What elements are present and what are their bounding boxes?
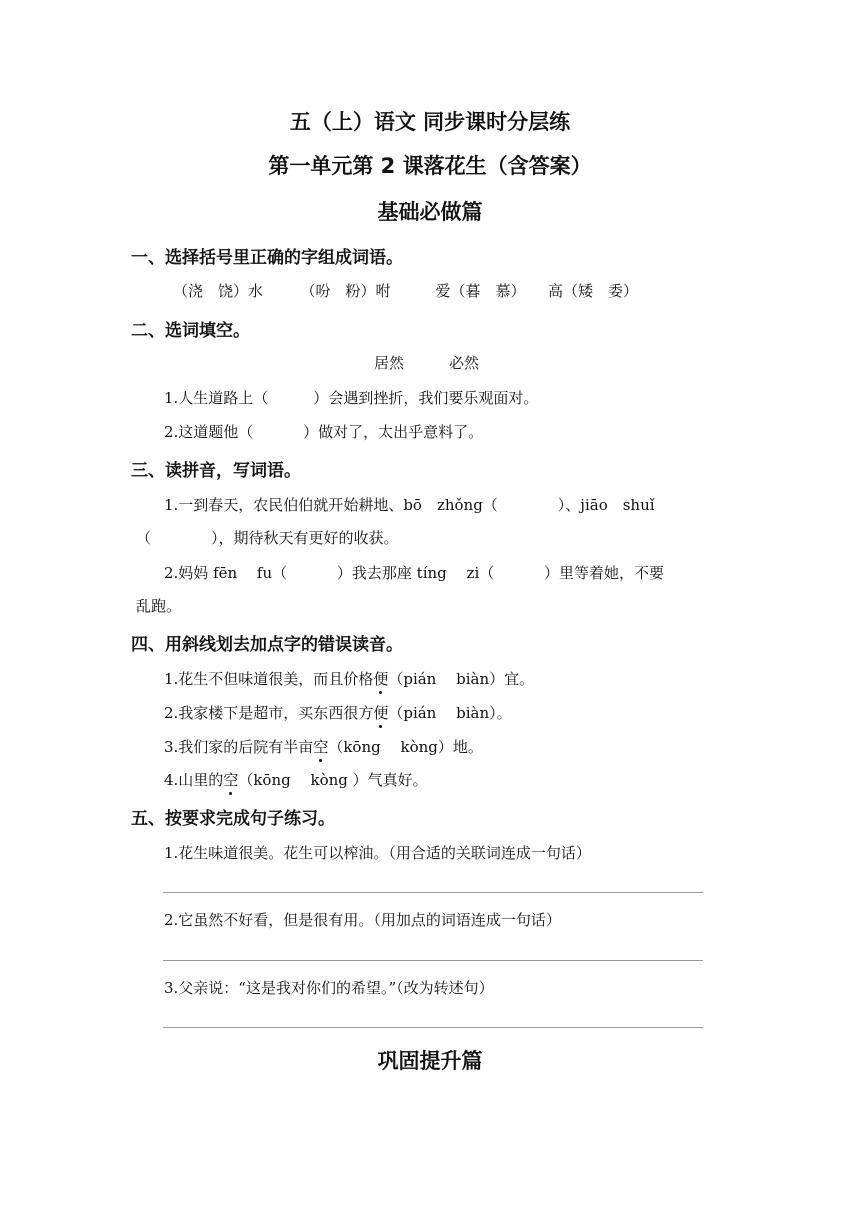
- section-3-heading: 三、读拼音，写词语。: [131, 461, 301, 481]
- section-3-question-2-line-2: 乱跑。: [136, 597, 182, 615]
- q2-text-before: 2.我家楼下是超市，买东西很方: [164, 704, 374, 722]
- part-heading-advanced: 巩固提升篇: [377, 1049, 483, 1073]
- section-4-heading: 四、用斜线划去加点字的错误读音。: [131, 635, 403, 655]
- q3-text-after: （kōng kòng）地。: [328, 738, 483, 756]
- part-heading-basic: 基础必做篇: [377, 200, 483, 224]
- dotted-character: 便: [373, 704, 389, 722]
- section-4-question-4: [164, 769, 428, 790]
- section-3-question-1-line-2: （ ），期待秋天有更好的收获。: [136, 529, 399, 547]
- dotted-character: 空: [223, 771, 239, 789]
- page-subtitle: 第一单元第 2 课落花生（含答案）: [268, 154, 592, 178]
- answer-line-2: [163, 960, 703, 961]
- q4-text-before: 4.山里的: [164, 771, 224, 789]
- section-4-question-3: [164, 736, 483, 757]
- q4-text-after: （kōng kòng ）气真好。: [238, 771, 428, 789]
- section-2-word-bank: 居然 必然: [374, 354, 480, 372]
- section-5-question-1: 1.花生味道很美。花生可以榨油。（用合适的关联词连成一句话）: [164, 844, 591, 862]
- q2-text-after: （pián biàn）。: [388, 704, 512, 722]
- section-5-heading: 五、按要求完成句子练习。: [131, 809, 335, 829]
- section-2-question-1: 1.人生道路上（ ）会遇到挫折，我们要乐观面对。: [164, 389, 539, 407]
- dotted-character: 空: [313, 738, 329, 756]
- section-1-heading: 一、选择括号里正确的字组成词语。: [131, 248, 403, 268]
- dotted-character: 便: [373, 670, 389, 688]
- section-4-question-1: [164, 668, 534, 689]
- section-5-question-3: 3.父亲说：“这是我对你们的希望。”（改为转述句）: [164, 979, 494, 997]
- section-2-heading: 二、选词填空。: [131, 321, 250, 341]
- section-5-question-2: 2.它虽然不好看，但是很有用。（用加点的词语连成一句话）: [164, 911, 561, 929]
- answer-line-1: [163, 892, 703, 893]
- section-2-question-2: 2.这道题他（ ）做对了，太出乎意料了。: [164, 423, 484, 441]
- q1-text-after: （pián biàn）宜。: [388, 670, 535, 688]
- q3-text-before: 3.我们家的后院有半亩: [164, 738, 314, 756]
- section-3-question-1-line-1: 1.一到春天，农民伯伯就开始耕地、bō zhǒng（ ）、jiāo shuǐ: [164, 496, 655, 514]
- section-3-question-2-line-1: 2.妈妈 fēn fu（ ）我去那座 tíng zi（ ）里等着她，不要: [164, 564, 665, 582]
- section-1-options: （浇 饶）水 （吩 粉）咐 爱（暮 慕） 高（矮 委）: [173, 282, 639, 300]
- q1-text-before: 1.花生不但味道很美，而且价格: [164, 670, 374, 688]
- page-title: 五（上）语文 同步课时分层练: [289, 110, 571, 134]
- answer-line-3: [163, 1027, 703, 1028]
- section-4-question-2: [164, 702, 512, 723]
